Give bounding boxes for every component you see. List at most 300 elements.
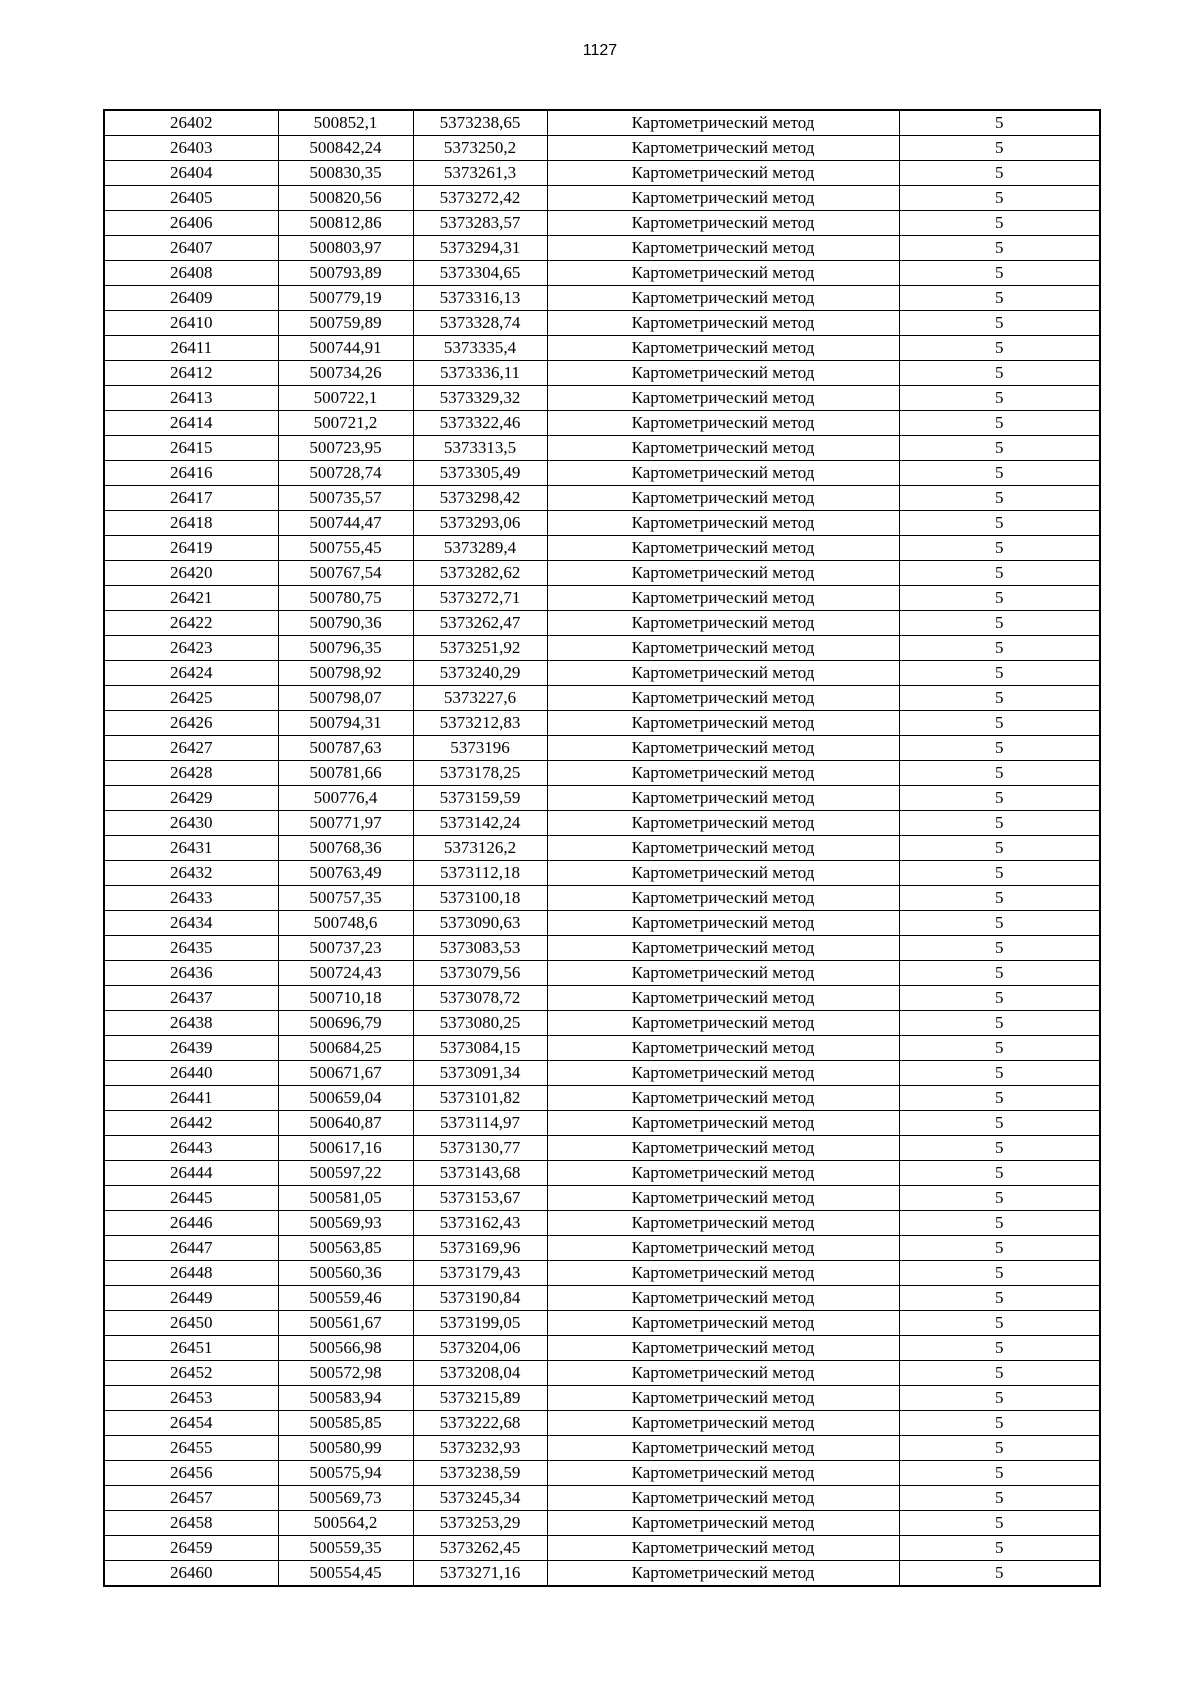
method-cell: Картометрический метод (547, 636, 899, 661)
x-coordinate-cell: 500744,91 (278, 336, 413, 361)
x-coordinate-cell: 500559,46 (278, 1286, 413, 1311)
point-number-cell: 26421 (104, 586, 278, 611)
table-row (104, 1211, 1100, 1236)
y-coordinate-cell: 5373143,68 (413, 1161, 547, 1186)
accuracy-cell: 5 (899, 561, 1100, 586)
accuracy-cell: 5 (899, 436, 1100, 461)
x-coordinate-cell: 500684,25 (278, 1036, 413, 1061)
x-coordinate-cell: 500563,85 (278, 1236, 413, 1261)
accuracy-cell: 5 (899, 961, 1100, 986)
y-coordinate-cell: 5373100,18 (413, 886, 547, 911)
method-cell: Картометрический метод (547, 536, 899, 561)
method-cell: Картометрический метод (547, 511, 899, 536)
accuracy-cell: 5 (899, 761, 1100, 786)
y-coordinate-cell: 5373238,65 (413, 110, 547, 136)
x-coordinate-cell: 500759,89 (278, 311, 413, 336)
method-cell: Картометрический метод (547, 1211, 899, 1236)
accuracy-cell: 5 (899, 936, 1100, 961)
method-cell: Картометрический метод (547, 1011, 899, 1036)
x-coordinate-cell: 500569,73 (278, 1486, 413, 1511)
accuracy-cell: 5 (899, 736, 1100, 761)
point-number-cell: 26446 (104, 1211, 278, 1236)
table-row (104, 611, 1100, 636)
table-row (104, 161, 1100, 186)
method-cell: Картометрический метод (547, 986, 899, 1011)
point-number-cell: 26423 (104, 636, 278, 661)
method-cell: Картометрический метод (547, 761, 899, 786)
method-cell: Картометрический метод (547, 161, 899, 186)
method-cell: Картометрический метод (547, 486, 899, 511)
accuracy-cell: 5 (899, 1086, 1100, 1111)
method-cell: Картометрический метод (547, 1286, 899, 1311)
point-number-cell: 26443 (104, 1136, 278, 1161)
table-row (104, 561, 1100, 586)
accuracy-cell: 5 (899, 586, 1100, 611)
x-coordinate-cell: 500581,05 (278, 1186, 413, 1211)
y-coordinate-cell: 5373322,46 (413, 411, 547, 436)
table-row (104, 1336, 1100, 1361)
x-coordinate-cell: 500748,6 (278, 911, 413, 936)
y-coordinate-cell: 5373261,3 (413, 161, 547, 186)
x-coordinate-cell: 500767,54 (278, 561, 413, 586)
x-coordinate-cell: 500812,86 (278, 211, 413, 236)
accuracy-cell: 5 (899, 1036, 1100, 1061)
method-cell: Картометрический метод (547, 1361, 899, 1386)
x-coordinate-cell: 500820,56 (278, 186, 413, 211)
method-cell: Картометрический метод (547, 461, 899, 486)
table-row (104, 1236, 1100, 1261)
y-coordinate-cell: 5373245,34 (413, 1486, 547, 1511)
point-number-cell: 26406 (104, 211, 278, 236)
y-coordinate-cell: 5373238,59 (413, 1461, 547, 1486)
accuracy-cell: 5 (899, 336, 1100, 361)
y-coordinate-cell: 5373283,57 (413, 211, 547, 236)
point-number-cell: 26405 (104, 186, 278, 211)
point-number-cell: 26434 (104, 911, 278, 936)
x-coordinate-cell: 500798,07 (278, 686, 413, 711)
table-row (104, 211, 1100, 236)
method-cell: Картометрический метод (547, 861, 899, 886)
y-coordinate-cell: 5373190,84 (413, 1286, 547, 1311)
accuracy-cell: 5 (899, 1536, 1100, 1561)
point-number-cell: 26448 (104, 1261, 278, 1286)
y-coordinate-cell: 5373272,42 (413, 186, 547, 211)
method-cell: Картометрический метод (547, 1111, 899, 1136)
table-row (104, 1561, 1100, 1587)
x-coordinate-cell: 500617,16 (278, 1136, 413, 1161)
y-coordinate-cell: 5373112,18 (413, 861, 547, 886)
point-number-cell: 26412 (104, 361, 278, 386)
point-number-cell: 26457 (104, 1486, 278, 1511)
coordinates-table (103, 109, 1101, 1587)
table-row (104, 1036, 1100, 1061)
method-cell: Картометрический метод (547, 561, 899, 586)
point-number-cell: 26422 (104, 611, 278, 636)
x-coordinate-cell: 500779,19 (278, 286, 413, 311)
accuracy-cell: 5 (899, 311, 1100, 336)
y-coordinate-cell: 5373240,29 (413, 661, 547, 686)
point-number-cell: 26429 (104, 786, 278, 811)
x-coordinate-cell: 500781,66 (278, 761, 413, 786)
point-number-cell: 26418 (104, 511, 278, 536)
x-coordinate-cell: 500755,45 (278, 536, 413, 561)
y-coordinate-cell: 5373232,93 (413, 1436, 547, 1461)
x-coordinate-cell: 500798,92 (278, 661, 413, 686)
point-number-cell: 26458 (104, 1511, 278, 1536)
x-coordinate-cell: 500583,94 (278, 1386, 413, 1411)
x-coordinate-cell: 500569,93 (278, 1211, 413, 1236)
table-row (104, 1386, 1100, 1411)
y-coordinate-cell: 5373114,97 (413, 1111, 547, 1136)
y-coordinate-cell: 5373250,2 (413, 136, 547, 161)
method-cell: Картометрический метод (547, 236, 899, 261)
accuracy-cell: 5 (899, 286, 1100, 311)
method-cell: Картометрический метод (547, 1236, 899, 1261)
point-number-cell: 26456 (104, 1461, 278, 1486)
x-coordinate-cell: 500671,67 (278, 1061, 413, 1086)
table-row (104, 1086, 1100, 1111)
method-cell: Картометрический метод (547, 686, 899, 711)
table-row (104, 361, 1100, 386)
y-coordinate-cell: 5373298,42 (413, 486, 547, 511)
accuracy-cell: 5 (899, 786, 1100, 811)
method-cell: Картометрический метод (547, 186, 899, 211)
method-cell: Картометрический метод (547, 1436, 899, 1461)
method-cell: Картометрический метод (547, 936, 899, 961)
y-coordinate-cell: 5373251,92 (413, 636, 547, 661)
accuracy-cell: 5 (899, 1011, 1100, 1036)
x-coordinate-cell: 500744,47 (278, 511, 413, 536)
table-row (104, 386, 1100, 411)
x-coordinate-cell: 500793,89 (278, 261, 413, 286)
x-coordinate-cell: 500597,22 (278, 1161, 413, 1186)
method-cell: Картометрический метод (547, 786, 899, 811)
y-coordinate-cell: 5373329,32 (413, 386, 547, 411)
y-coordinate-cell: 5373253,29 (413, 1511, 547, 1536)
point-number-cell: 26450 (104, 1311, 278, 1336)
point-number-cell: 26447 (104, 1236, 278, 1261)
point-number-cell: 26453 (104, 1386, 278, 1411)
table-row (104, 911, 1100, 936)
table-row (104, 686, 1100, 711)
accuracy-cell: 5 (899, 661, 1100, 686)
point-number-cell: 26432 (104, 861, 278, 886)
point-number-cell: 26430 (104, 811, 278, 836)
y-coordinate-cell: 5373130,77 (413, 1136, 547, 1161)
x-coordinate-cell: 500771,97 (278, 811, 413, 836)
accuracy-cell: 5 (899, 1336, 1100, 1361)
method-cell: Картометрический метод (547, 1311, 899, 1336)
method-cell: Картометрический метод (547, 1411, 899, 1436)
x-coordinate-cell: 500796,35 (278, 636, 413, 661)
method-cell: Картометрический метод (547, 1036, 899, 1061)
x-coordinate-cell: 500728,74 (278, 461, 413, 486)
table-row (104, 711, 1100, 736)
x-coordinate-cell: 500790,36 (278, 611, 413, 636)
method-cell: Картометрический метод (547, 736, 899, 761)
point-number-cell: 26445 (104, 1186, 278, 1211)
accuracy-cell: 5 (899, 411, 1100, 436)
method-cell: Картометрический метод (547, 110, 899, 136)
table-body (104, 110, 1100, 1586)
accuracy-cell: 5 (899, 1311, 1100, 1336)
y-coordinate-cell: 5373304,65 (413, 261, 547, 286)
y-coordinate-cell: 5373091,34 (413, 1061, 547, 1086)
table-row (104, 1411, 1100, 1436)
method-cell: Картометрический метод (547, 411, 899, 436)
table-row (104, 936, 1100, 961)
table-row (104, 1361, 1100, 1386)
table-row (104, 811, 1100, 836)
method-cell: Картометрический метод (547, 886, 899, 911)
x-coordinate-cell: 500580,99 (278, 1436, 413, 1461)
table-row (104, 886, 1100, 911)
method-cell: Картометрический метод (547, 661, 899, 686)
accuracy-cell: 5 (899, 1286, 1100, 1311)
table-row (104, 1261, 1100, 1286)
method-cell: Картометрический метод (547, 961, 899, 986)
accuracy-cell: 5 (899, 261, 1100, 286)
method-cell: Картометрический метод (547, 286, 899, 311)
point-number-cell: 26402 (104, 110, 278, 136)
point-number-cell: 26436 (104, 961, 278, 986)
y-coordinate-cell: 5373289,4 (413, 536, 547, 561)
point-number-cell: 26442 (104, 1111, 278, 1136)
point-number-cell: 26426 (104, 711, 278, 736)
point-number-cell: 26460 (104, 1561, 278, 1587)
point-number-cell: 26441 (104, 1086, 278, 1111)
point-number-cell: 26433 (104, 886, 278, 911)
method-cell: Картометрический метод (547, 1386, 899, 1411)
accuracy-cell: 5 (899, 886, 1100, 911)
y-coordinate-cell: 5373083,53 (413, 936, 547, 961)
table-row (104, 1286, 1100, 1311)
y-coordinate-cell: 5373328,74 (413, 311, 547, 336)
x-coordinate-cell: 500734,26 (278, 361, 413, 386)
y-coordinate-cell: 5373208,04 (413, 1361, 547, 1386)
point-number-cell: 26427 (104, 736, 278, 761)
point-number-cell: 26424 (104, 661, 278, 686)
point-number-cell: 26420 (104, 561, 278, 586)
accuracy-cell: 5 (899, 811, 1100, 836)
y-coordinate-cell: 5373336,11 (413, 361, 547, 386)
point-number-cell: 26414 (104, 411, 278, 436)
table-row (104, 636, 1100, 661)
method-cell: Картометрический метод (547, 386, 899, 411)
method-cell: Картометрический метод (547, 836, 899, 861)
method-cell: Картометрический метод (547, 1061, 899, 1086)
table-row (104, 261, 1100, 286)
accuracy-cell: 5 (899, 1561, 1100, 1587)
accuracy-cell: 5 (899, 511, 1100, 536)
accuracy-cell: 5 (899, 136, 1100, 161)
x-coordinate-cell: 500559,35 (278, 1536, 413, 1561)
y-coordinate-cell: 5373313,5 (413, 436, 547, 461)
table-row (104, 286, 1100, 311)
point-number-cell: 26409 (104, 286, 278, 311)
point-number-cell: 26440 (104, 1061, 278, 1086)
accuracy-cell: 5 (899, 1486, 1100, 1511)
accuracy-cell: 5 (899, 1386, 1100, 1411)
x-coordinate-cell: 500780,75 (278, 586, 413, 611)
y-coordinate-cell: 5373078,72 (413, 986, 547, 1011)
y-coordinate-cell: 5373262,45 (413, 1536, 547, 1561)
table-row (104, 761, 1100, 786)
accuracy-cell: 5 (899, 1061, 1100, 1086)
table-row (104, 1461, 1100, 1486)
y-coordinate-cell: 5373101,82 (413, 1086, 547, 1111)
x-coordinate-cell: 500768,36 (278, 836, 413, 861)
x-coordinate-cell: 500585,85 (278, 1411, 413, 1436)
method-cell: Картометрический метод (547, 1536, 899, 1561)
table-row (104, 411, 1100, 436)
accuracy-cell: 5 (899, 636, 1100, 661)
point-number-cell: 26451 (104, 1336, 278, 1361)
method-cell: Картометрический метод (547, 1336, 899, 1361)
accuracy-cell: 5 (899, 1361, 1100, 1386)
point-number-cell: 26452 (104, 1361, 278, 1386)
method-cell: Картометрический метод (547, 436, 899, 461)
method-cell: Картометрический метод (547, 1261, 899, 1286)
x-coordinate-cell: 500640,87 (278, 1111, 413, 1136)
x-coordinate-cell: 500794,31 (278, 711, 413, 736)
y-coordinate-cell: 5373153,67 (413, 1186, 547, 1211)
table-row (104, 786, 1100, 811)
y-coordinate-cell: 5373179,43 (413, 1261, 547, 1286)
point-number-cell: 26404 (104, 161, 278, 186)
accuracy-cell: 5 (899, 861, 1100, 886)
y-coordinate-cell: 5373126,2 (413, 836, 547, 861)
accuracy-cell: 5 (899, 911, 1100, 936)
accuracy-cell: 5 (899, 361, 1100, 386)
table-row (104, 736, 1100, 761)
point-number-cell: 26410 (104, 311, 278, 336)
x-coordinate-cell: 500724,43 (278, 961, 413, 986)
x-coordinate-cell: 500564,2 (278, 1511, 413, 1536)
point-number-cell: 26419 (104, 536, 278, 561)
method-cell: Картометрический метод (547, 711, 899, 736)
point-number-cell: 26439 (104, 1036, 278, 1061)
accuracy-cell: 5 (899, 1111, 1100, 1136)
y-coordinate-cell: 5373222,68 (413, 1411, 547, 1436)
point-number-cell: 26425 (104, 686, 278, 711)
table-row (104, 1186, 1100, 1211)
accuracy-cell: 5 (899, 986, 1100, 1011)
table-row (104, 1011, 1100, 1036)
method-cell: Картометрический метод (547, 1561, 899, 1587)
y-coordinate-cell: 5373080,25 (413, 1011, 547, 1036)
accuracy-cell: 5 (899, 186, 1100, 211)
point-number-cell: 26403 (104, 136, 278, 161)
table-row (104, 1511, 1100, 1536)
y-coordinate-cell: 5373293,06 (413, 511, 547, 536)
accuracy-cell: 5 (899, 1261, 1100, 1286)
table-row (104, 336, 1100, 361)
method-cell: Картометрический метод (547, 911, 899, 936)
y-coordinate-cell: 5373227,6 (413, 686, 547, 711)
x-coordinate-cell: 500572,98 (278, 1361, 413, 1386)
accuracy-cell: 5 (899, 161, 1100, 186)
point-number-cell: 26407 (104, 236, 278, 261)
x-coordinate-cell: 500710,18 (278, 986, 413, 1011)
point-number-cell: 26444 (104, 1161, 278, 1186)
point-number-cell: 26415 (104, 436, 278, 461)
table-row (104, 1136, 1100, 1161)
x-coordinate-cell: 500575,94 (278, 1461, 413, 1486)
accuracy-cell: 5 (899, 461, 1100, 486)
x-coordinate-cell: 500776,4 (278, 786, 413, 811)
table-row (104, 536, 1100, 561)
x-coordinate-cell: 500721,2 (278, 411, 413, 436)
table-row (104, 236, 1100, 261)
table-row (104, 1311, 1100, 1336)
x-coordinate-cell: 500560,36 (278, 1261, 413, 1286)
table-row (104, 136, 1100, 161)
accuracy-cell: 5 (899, 236, 1100, 261)
table-row (104, 586, 1100, 611)
y-coordinate-cell: 5373316,13 (413, 286, 547, 311)
method-cell: Картометрический метод (547, 1161, 899, 1186)
x-coordinate-cell: 500561,67 (278, 1311, 413, 1336)
y-coordinate-cell: 5373204,06 (413, 1336, 547, 1361)
y-coordinate-cell: 5373305,49 (413, 461, 547, 486)
page-number: 1127 (582, 42, 618, 59)
y-coordinate-cell: 5373142,24 (413, 811, 547, 836)
method-cell: Картометрический метод (547, 336, 899, 361)
accuracy-cell: 5 (899, 1161, 1100, 1186)
point-number-cell: 26431 (104, 836, 278, 861)
y-coordinate-cell: 5373079,56 (413, 961, 547, 986)
x-coordinate-cell: 500737,23 (278, 936, 413, 961)
table-row (104, 461, 1100, 486)
table-row (104, 486, 1100, 511)
accuracy-cell: 5 (899, 611, 1100, 636)
table-row (104, 1061, 1100, 1086)
x-coordinate-cell: 500723,95 (278, 436, 413, 461)
y-coordinate-cell: 5373294,31 (413, 236, 547, 261)
x-coordinate-cell: 500852,1 (278, 110, 413, 136)
point-number-cell: 26438 (104, 1011, 278, 1036)
y-coordinate-cell: 5373199,05 (413, 1311, 547, 1336)
x-coordinate-cell: 500659,04 (278, 1086, 413, 1111)
point-number-cell: 26416 (104, 461, 278, 486)
y-coordinate-cell: 5373178,25 (413, 761, 547, 786)
x-coordinate-cell: 500554,45 (278, 1561, 413, 1587)
x-coordinate-cell: 500763,49 (278, 861, 413, 886)
point-number-cell: 26408 (104, 261, 278, 286)
y-coordinate-cell: 5373262,47 (413, 611, 547, 636)
table-row (104, 436, 1100, 461)
y-coordinate-cell: 5373162,43 (413, 1211, 547, 1236)
x-coordinate-cell: 500696,79 (278, 1011, 413, 1036)
method-cell: Картометрический метод (547, 136, 899, 161)
y-coordinate-cell: 5373159,59 (413, 786, 547, 811)
accuracy-cell: 5 (899, 1186, 1100, 1211)
accuracy-cell: 5 (899, 836, 1100, 861)
method-cell: Картометрический метод (547, 611, 899, 636)
table-row (104, 661, 1100, 686)
method-cell: Картометрический метод (547, 261, 899, 286)
point-number-cell: 26435 (104, 936, 278, 961)
table-row (104, 1436, 1100, 1461)
accuracy-cell: 5 (899, 211, 1100, 236)
point-number-cell: 26413 (104, 386, 278, 411)
y-coordinate-cell: 5373271,16 (413, 1561, 547, 1587)
table-row (104, 861, 1100, 886)
accuracy-cell: 5 (899, 1136, 1100, 1161)
method-cell: Картометрический метод (547, 1461, 899, 1486)
table-row (104, 836, 1100, 861)
